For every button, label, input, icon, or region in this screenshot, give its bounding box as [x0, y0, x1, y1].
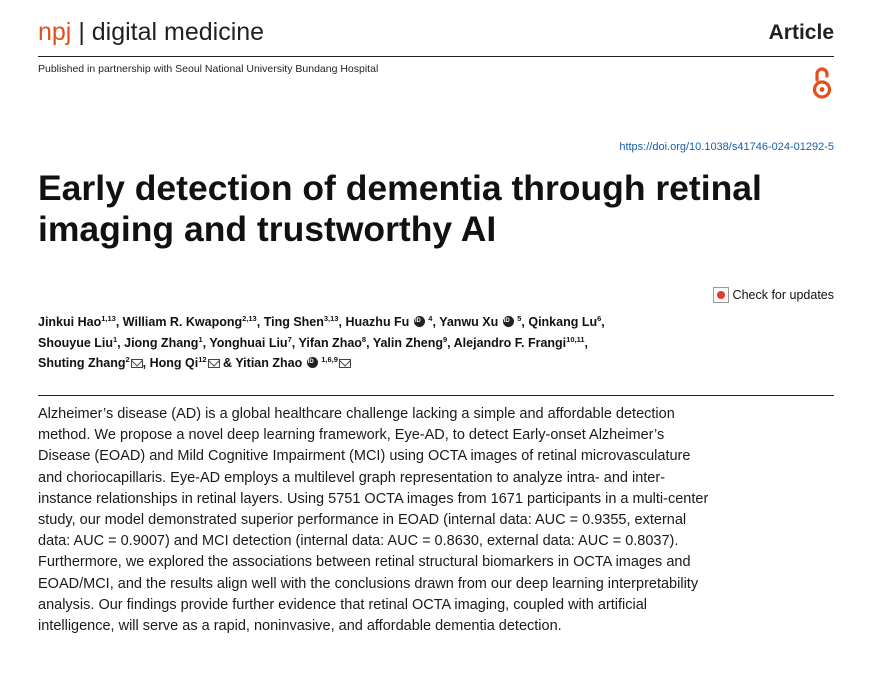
author-name[interactable]: Ting Shen [263, 315, 324, 329]
orcid-icon[interactable] [307, 357, 318, 368]
author-affiliation: 6 [597, 314, 602, 323]
journal-prefix: npj [38, 18, 72, 46]
author-affiliation: 4 [428, 314, 433, 323]
author-name[interactable]: Yanwu Xu [439, 315, 499, 329]
author-affiliation: 1 [198, 334, 203, 344]
article-title: Early detection of dementia through retinal imaging and trustworthy AI [38, 168, 762, 249]
author-affiliation: 10,11 [566, 334, 585, 344]
author-name[interactable]: Jinkui Hao [38, 315, 102, 329]
author-affiliation: 2 [125, 355, 130, 364]
partner-line: Published in partnership with Seoul National University Bundang Hospital [38, 63, 379, 75]
abstract-text: Alzheimer’s disease (AD) is a global healthcare challenge lacking a simple and affordable detection method. We propose a novel deep learning framework, Eye-AD, to detect Early-onset Alzheimer’s Disease (EOAD) and Mild Cognitive Impairment (MCI) using OCTA images of retinal microvasculature and choriocapillaris. Eye-AD employs a multilevel graph representation to analyze intra- and inter-instance relationships in retinal layers. Using 5751 OCTA images from 1671 participants in a multi-center study, our model demonstrated superior performance in EOAD (internal data: AUC = 0.9355, external data: AUC = 0.9007) and MCI detection (internal data: AUC = 0.8630, external data: AUC = 0.8037). Furthermore, we explored the associations between retinal structural biomarkers in OCTA images and EOAD/MCI, and the results align well with the conclusions drawn from our deep learning interpretability analysis. Our findings provide further evidence that retinal OCTA imaging, coupled with artificial intelligence, will serve as a rapid, noninvasive, and affordable dementia detection. [38, 406, 709, 635]
journal-title: digital medicine [91, 18, 265, 46]
article-type-label: Article [768, 21, 834, 44]
author-affiliation: 3,13 [323, 314, 339, 323]
journal-separator: | [71, 18, 92, 46]
author-name[interactable]: Shouyue Liu [38, 335, 113, 350]
author-name[interactable]: Yalin Zheng [372, 335, 443, 350]
author-affiliation: 12 [198, 355, 207, 364]
author-name[interactable]: Hong Qi [149, 356, 199, 370]
author-name[interactable]: Yifan Zhao [298, 335, 362, 350]
check-for-updates-button[interactable] [713, 287, 834, 303]
header-rule [38, 56, 834, 57]
author-name[interactable]: Jiong Zhang [124, 335, 199, 350]
author-affiliation: 5 [517, 314, 522, 323]
author-list: Jinkui Hao$^{1,13}$, William R. Kwapong$^{2,13}$, Ting Shen$^{3,13}$, Huazhu Fu iD $^4$, Yanwu Xu iD $^5$, Qinkang Lu$^6$, Shouyue Liu$^1$, Jiong Zhang$^1$, Yonghuai Liu$^7$, Yifan Zhao$^8$, Yalin Zheng$^9$, Alejandro F. Frangi$^{10,11}$, Shuting Zhang$^2$ , Hong Qi$^{12}$ & Yitian Zhao iD $^{1,6,9}$ [38, 312, 838, 374]
check-updates-label: Check for updates [732, 288, 834, 302]
author-name[interactable]: Shuting Zhang [38, 356, 126, 370]
author-affiliation: 1,13 [101, 314, 116, 323]
author-name[interactable]: Yitian Zhao [235, 356, 303, 370]
author-name[interactable]: Yonghuai Liu [209, 335, 288, 350]
open-access-icon [812, 66, 832, 100]
email-icon[interactable] [131, 359, 143, 368]
author-affiliation: 2,13 [242, 314, 257, 323]
abstract-rule [38, 395, 834, 396]
author-affiliation: 1,6,9 [321, 355, 338, 364]
doi-link[interactable]: https://doi.org/10.1038/s41746-024-01292-5 [619, 141, 834, 153]
author-name[interactable]: Qinkang Lu [528, 315, 598, 329]
orcid-icon[interactable] [503, 316, 514, 327]
email-icon[interactable] [208, 359, 220, 368]
orcid-icon[interactable] [414, 316, 425, 327]
author-name[interactable]: Alejandro F. Frangi [453, 335, 567, 350]
author-name[interactable]: Huazhu Fu [345, 315, 410, 329]
author-affiliation: 9 [442, 334, 448, 344]
author-name[interactable]: William R. Kwapong [122, 315, 243, 329]
check-updates-icon [713, 287, 729, 303]
author-affiliation: 1 [113, 334, 118, 344]
author-affiliation: 8 [361, 334, 367, 344]
author-affiliation: 7 [287, 334, 292, 344]
journal-name [38, 18, 264, 47]
email-icon[interactable] [339, 359, 351, 368]
